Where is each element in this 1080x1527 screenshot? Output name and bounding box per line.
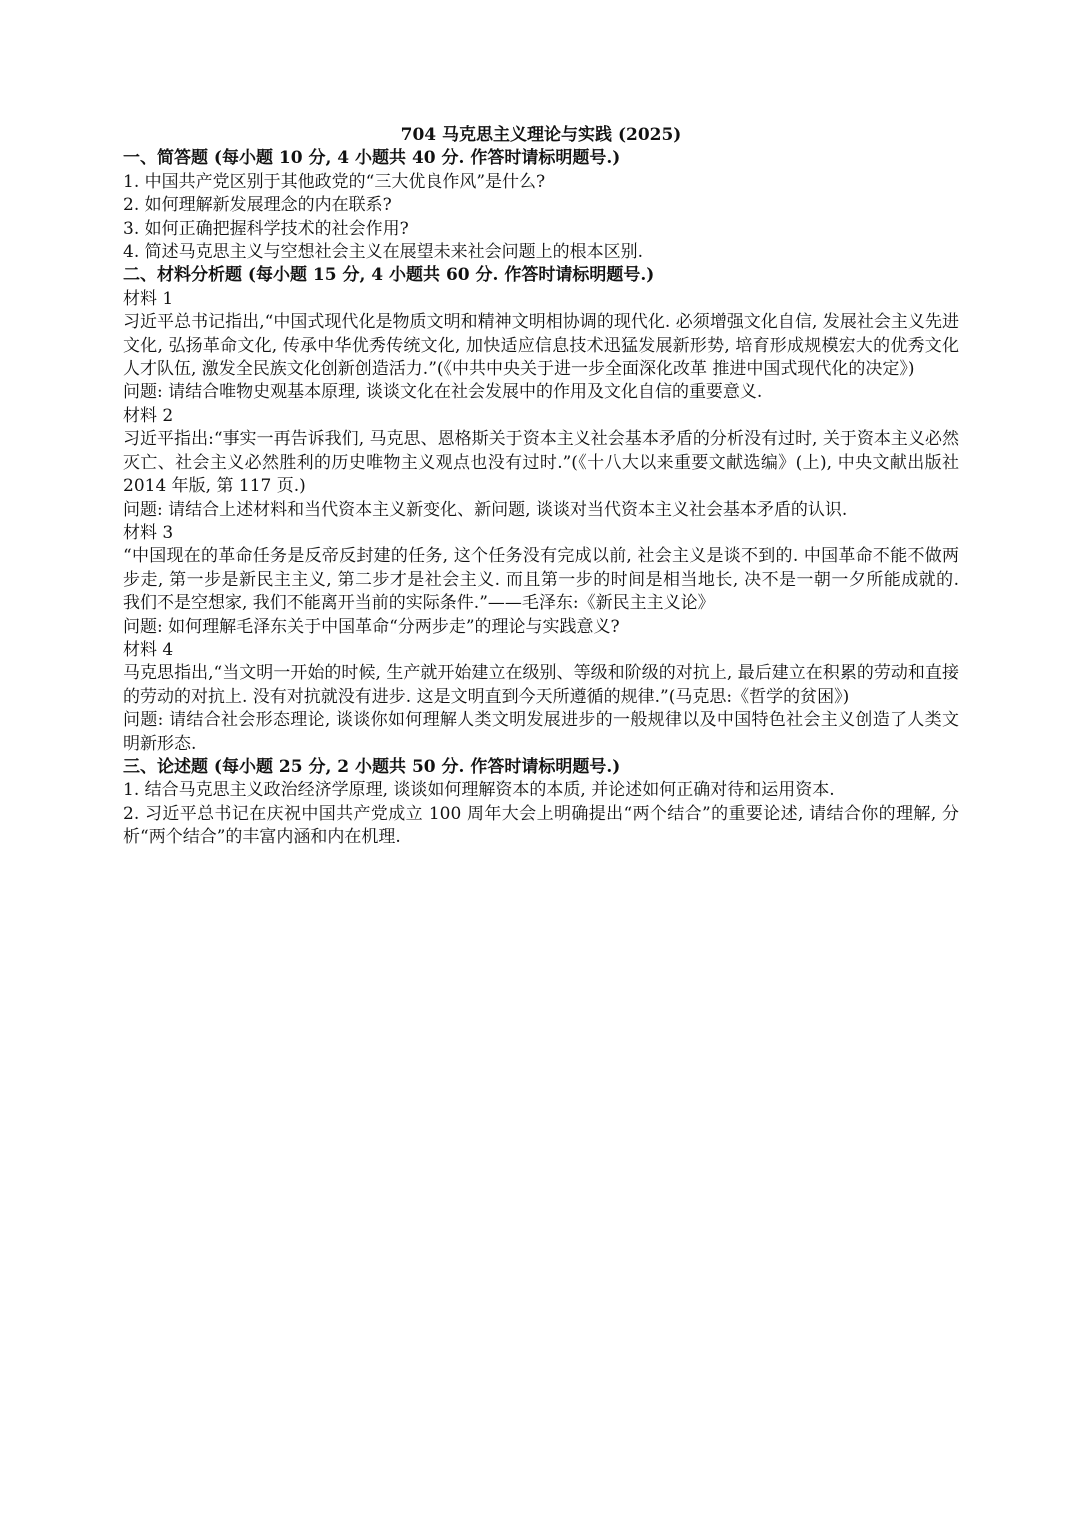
essay-question-1: 1. 结合马克思主义政治经济学原理, 谈谈如何理解资本的本质, 并论述如何正确对待和运用资本. <box>123 780 835 801</box>
material-4-question: 问题: 请结合社会形态理论, 谈谈你如何理解人类文明发展进步的一般规律以及中国特色社会主义创造了人类文明新形态. <box>123 710 959 754</box>
material-1-question: 问题: 请结合唯物史观基本原理, 谈谈文化在社会发展中的作用及文化自信的重要意义. <box>123 382 763 403</box>
short-answer-question-1: 1. 中国共产党区别于其他政党的“三大优良作风”是什么? <box>123 171 546 192</box>
short-answer-question-3: 3. 如何正确把握科学技术的社会作用? <box>123 218 409 239</box>
short-answer-question-4: 4. 简述马克思主义与空想社会主义在展望未来社会问题上的根本区别. <box>123 242 644 263</box>
material-3-question: 问题: 如何理解毛泽东关于中国革命“分两步走”的理论与实践意义? <box>123 616 620 637</box>
material-1-text: 习近平总书记指出,“中国式现代化是物质文明和精神文明相协调的现代化. 必须增强文化自信, 发展社会主义先进文化, 弘扬革命文化, 传承中华优秀传统文化, 加快适应信息技术迅猛发展新形势, 培育形成规模宏大的优秀文化人才队伍, 激发全民族文化创新创造活力.”(《中共中央关于进一步全面深化改革 推进中国式现代化的决定》) <box>123 312 959 380</box>
material-4-label: 材料 4 <box>123 639 174 660</box>
short-answer-question-2: 2. 如何理解新发展理念的内在联系? <box>123 195 392 216</box>
material-2-label: 材料 2 <box>123 405 174 426</box>
section-1-heading: 一、简答题 (每小题 10 分, 4 小题共 40 分. 作答时请标明题号.) <box>123 148 621 169</box>
section-3-heading: 三、论述题 (每小题 25 分, 2 小题共 50 分. 作答时请标明题号.) <box>123 756 621 777</box>
material-3-label: 材料 3 <box>123 522 174 543</box>
material-2-text: 习近平指出:“事实一再告诉我们, 马克思、恩格斯关于资本主义社会基本矛盾的分析没有过时, 关于资本主义必然灭亡、社会主义必然胜利的历史唯物主义观点也没有过时.”(《十八大以来重要文献选编》(上), 中央文献出版社 2014 年版, 第 117 页.) <box>123 429 959 497</box>
material-2-question: 问题: 请结合上述材料和当代资本主义新变化、新问题, 谈谈对当代资本主义社会基本矛盾的认识. <box>123 499 848 520</box>
essay-question-2: 2. 习近平总书记在庆祝中国共产党成立 100 周年大会上明确提出“两个结合”的重要论述, 请结合你的理解, 分析“两个结合”的丰富内涵和内在机理. <box>123 803 959 848</box>
exam-page <box>123 124 959 850</box>
exam-title: 704 马克思主义理论与实践 (2025) <box>400 125 682 145</box>
material-1-label: 材料 1 <box>123 288 174 309</box>
section-2-heading: 二、材料分析题 (每小题 15 分, 4 小题共 60 分. 作答时请标明题号.) <box>123 265 655 286</box>
material-3-text: “中国现在的革命任务是反帝反封建的任务, 这个任务没有完成以前, 社会主义是谈不到的. 中国革命不能不做两步走, 第一步是新民主主义, 第二步才是社会主义. 而且第一步的时间是相当地长, 决不是一朝一夕所能成就的. 我们不是空想家, 我们不能离开当前的实际条件.”——毛泽东:《新民主主义论》 <box>123 546 959 614</box>
material-4-text: 马克思指出,“当文明一开始的时候, 生产就开始建立在级别、等级和阶级的对抗上, 最后建立在积累的劳动和直接的劳动的对抗上. 没有对抗就没有进步. 这是文明直到今天所遵循的规律.”(马克思:《哲学的贫困》) <box>123 663 959 707</box>
